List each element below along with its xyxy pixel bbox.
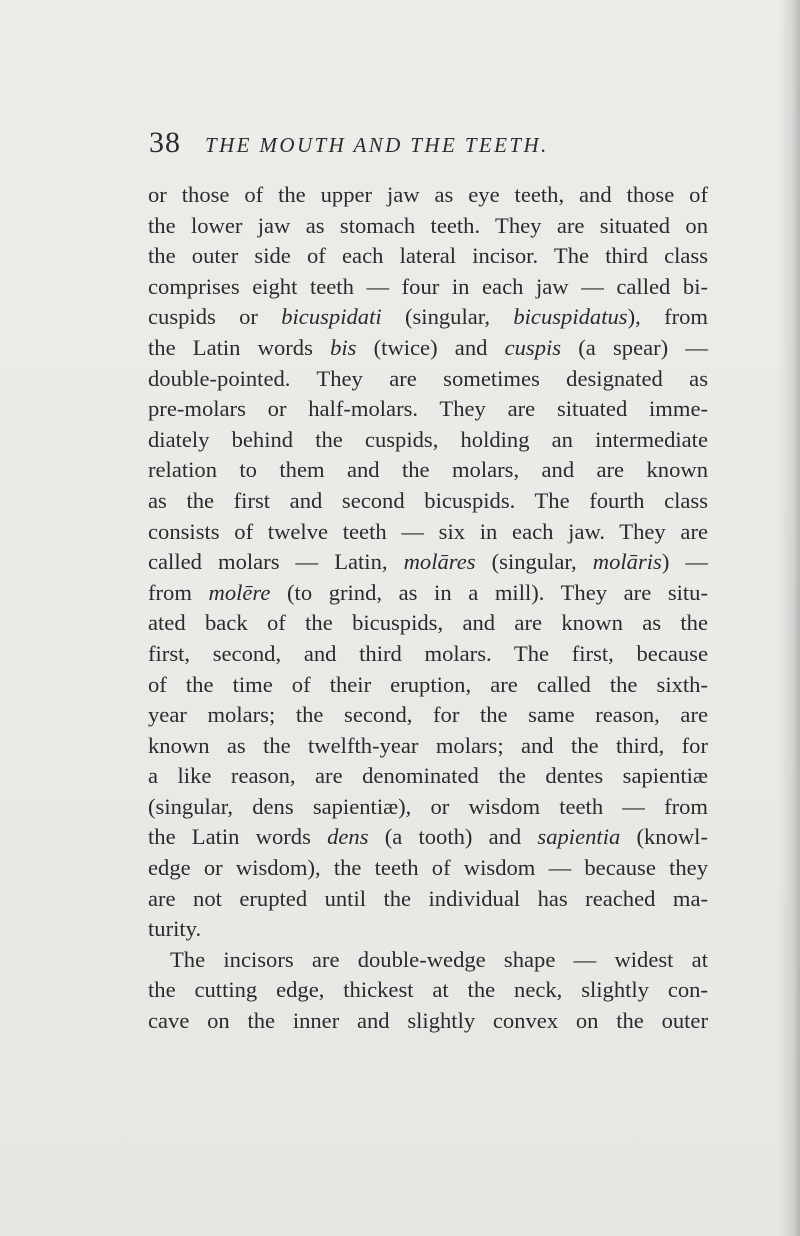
text-run: year molars; the second, for the same reason, are xyxy=(148,702,708,728)
text-run: double-pointed. They are sometimes designated as xyxy=(148,365,708,391)
italic-term: cuspis xyxy=(504,334,562,360)
text-line xyxy=(148,761,708,792)
text-run: of the time of their eruption, are called the sixth- xyxy=(148,671,708,697)
text-run: the cutting edge, thickest at the neck, slightly con- xyxy=(148,977,708,1003)
text-line xyxy=(148,670,708,701)
text-run: (singular, xyxy=(381,304,514,330)
text-run: the Latin words xyxy=(148,334,331,360)
text-run: the outer side of each lateral incisor. The third class xyxy=(148,243,708,269)
text-run: from xyxy=(148,579,209,605)
text-line xyxy=(148,914,708,945)
text-run: cuspids or xyxy=(148,304,282,330)
text-run: comprises eight teeth — four in each jaw — called bi- xyxy=(148,273,708,299)
italic-term: bicuspidati xyxy=(281,304,382,330)
text-run: a like reason, are denominated the dentes sapientiæ xyxy=(148,763,708,789)
text-run: turity. xyxy=(148,916,202,942)
text-run: (singular, xyxy=(475,549,593,575)
text-run: (a spear) — xyxy=(561,334,708,360)
text-run: (to grind, as in a mill). They are situ- xyxy=(270,579,708,605)
text-run: as the first and second bicuspids. The fourth class xyxy=(148,487,708,513)
italic-term: molāres xyxy=(403,549,476,575)
text-run: pre-molars or half-molars. They are situated imme- xyxy=(148,396,708,422)
text-run: (twice) and xyxy=(356,334,505,360)
text-run: cave on the inner and slightly convex on the outer xyxy=(148,1008,708,1034)
text-run: known as the twelfth-year molars; and the third, for xyxy=(148,732,708,758)
text-line xyxy=(148,394,708,425)
running-head xyxy=(149,126,649,170)
text-line xyxy=(148,180,708,211)
text-line xyxy=(148,822,708,853)
italic-term: molāris xyxy=(592,549,662,575)
text-line xyxy=(148,884,708,915)
text-run: relation to them and the molars, and are known xyxy=(148,457,708,483)
text-line xyxy=(148,792,708,823)
text-run: (a tooth) and xyxy=(368,824,538,850)
text-run: consists of twelve teeth — six in each jaw. They are xyxy=(148,518,708,544)
text-line xyxy=(148,608,708,639)
text-run: diately behind the cuspids, holding an intermediate xyxy=(148,426,708,452)
text-run: first, second, and third molars. The first, because xyxy=(148,640,708,666)
text-line xyxy=(148,731,708,762)
running-title: THE MOUTH AND THE TEETH. xyxy=(205,133,549,157)
text-line xyxy=(148,302,708,333)
text-run: or those of the upper jaw as eye teeth, and those of xyxy=(148,182,708,207)
text-run: The incisors are double-wedge shape — widest at xyxy=(170,946,708,972)
text-line xyxy=(148,211,708,242)
text-line xyxy=(148,333,708,364)
text-line xyxy=(148,578,708,609)
text-line xyxy=(148,517,708,548)
text-line xyxy=(148,700,708,731)
text-run: ) — xyxy=(661,549,708,575)
paragraph-start-line xyxy=(148,945,708,976)
text-run: the Latin words xyxy=(148,824,328,850)
text-run: (singular, dens sapientiæ), or wisdom teeth — from xyxy=(148,793,708,819)
text-line xyxy=(148,486,708,517)
text-run: (knowl- xyxy=(620,824,708,850)
text-run: edge or wisdom), the teeth of wisdom — because they xyxy=(148,855,708,881)
text-line xyxy=(148,364,708,395)
italic-term: bis xyxy=(330,334,357,360)
text-run: the lower jaw as stomach teeth. They are situated on xyxy=(148,212,708,238)
text-run: called molars — Latin, xyxy=(148,549,404,575)
text-line xyxy=(148,241,708,272)
text-line xyxy=(148,272,708,303)
text-line xyxy=(148,455,708,486)
body-text xyxy=(148,180,708,1037)
text-line xyxy=(148,975,708,1006)
page-edge-shadow xyxy=(778,0,800,1236)
text-line xyxy=(148,853,708,884)
italic-term: bicuspidatus xyxy=(513,304,628,330)
text-line xyxy=(148,1006,708,1037)
italic-term: molēre xyxy=(208,579,271,605)
italic-term: sapientia xyxy=(537,824,621,850)
text-run: ), from xyxy=(627,304,708,330)
italic-term: dens xyxy=(327,824,369,850)
text-line xyxy=(148,425,708,456)
text-line xyxy=(148,639,708,670)
page-number: 38 xyxy=(149,126,181,159)
text-line xyxy=(148,547,708,578)
text-run: ated back of the bicuspids, and are known as the xyxy=(148,610,708,636)
text-run: are not erupted until the individual has reached ma- xyxy=(148,885,708,911)
